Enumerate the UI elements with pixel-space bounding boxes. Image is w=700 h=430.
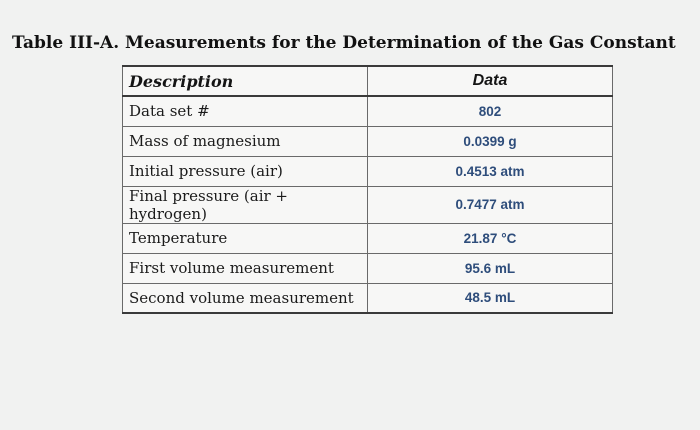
row-description: Temperature [123,223,368,253]
row-description: Mass of magnesium [123,126,368,156]
row-description: Second volume measurement [123,283,368,313]
row-value: 0.0399 g [368,126,613,156]
header-description: Description [123,66,368,96]
measurements-table [122,65,613,314]
row-description: Final pressure (air + hydrogen) [123,186,368,223]
header-data: Data [368,66,613,96]
row-value: 21.87 °C [368,223,613,253]
table-row [123,283,613,313]
table-row [123,156,613,186]
table-caption: Table III-A. Measurements for the Determination of the Gas Constant [12,33,676,53]
table-row [123,96,613,126]
row-value: 48.5 mL [368,283,613,313]
row-value: 95.6 mL [368,253,613,283]
row-description: First volume measurement [123,253,368,283]
row-value: 0.4513 atm [368,156,613,186]
table-row [123,253,613,283]
table-row [123,126,613,156]
table-row [123,186,613,223]
table-row [123,223,613,253]
row-description: Initial pressure (air) [123,156,368,186]
row-description: Data set # [123,96,368,126]
table-header-row [123,66,613,96]
row-value: 802 [368,96,613,126]
row-value: 0.7477 atm [368,186,613,223]
